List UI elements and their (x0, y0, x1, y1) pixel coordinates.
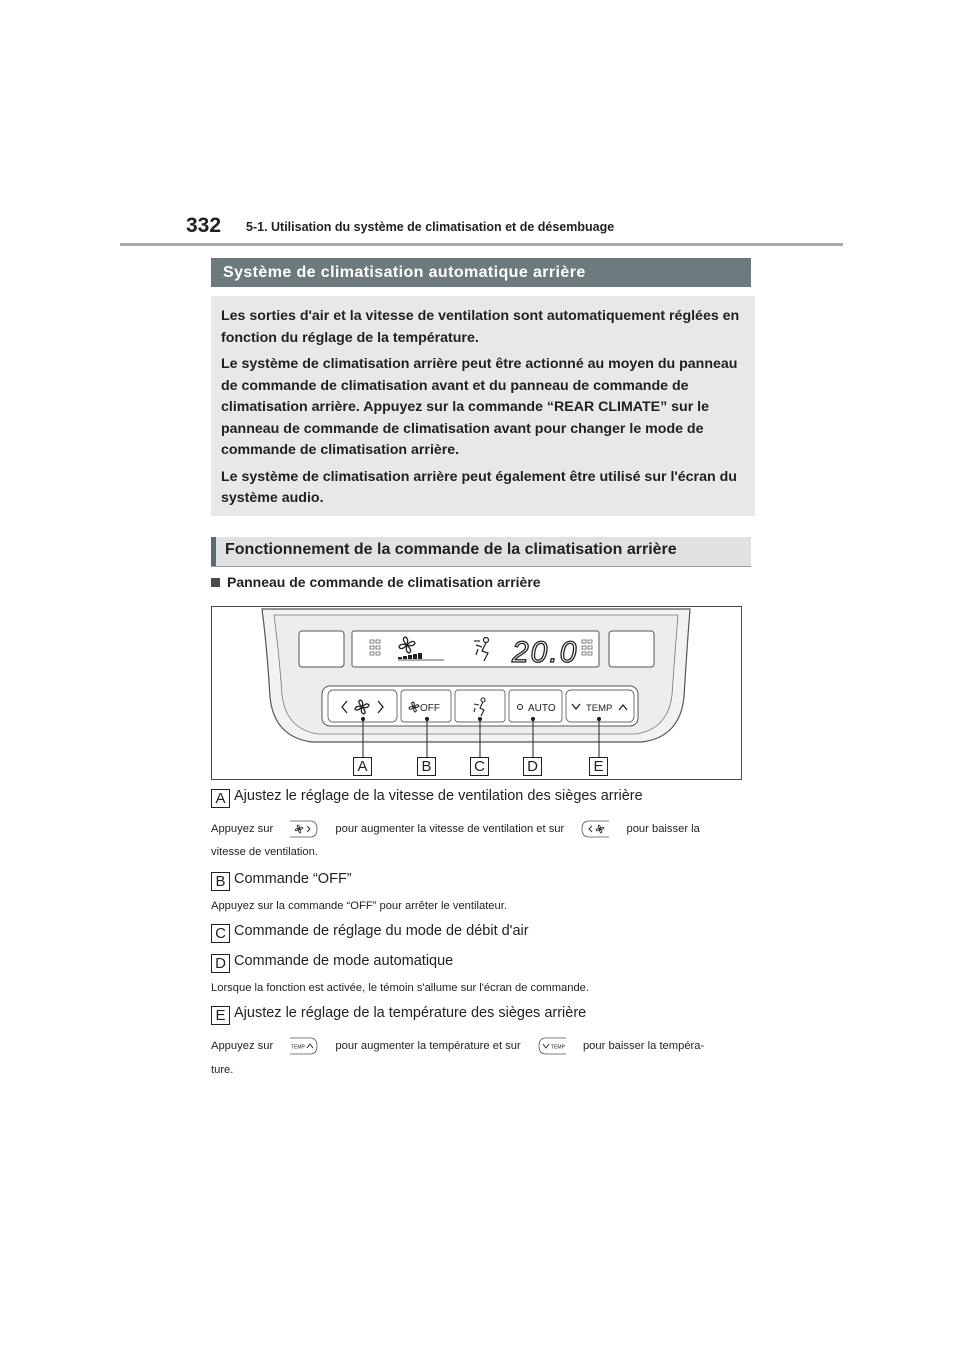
section-title-rear-auto-climate: Système de climatisation automatique arrière (211, 258, 751, 287)
desc-text: Appuyez sur (211, 1039, 274, 1052)
callout-label-a: A (353, 757, 372, 776)
info-box (211, 296, 755, 516)
page-number: 332 (186, 214, 222, 237)
item-label-a: A (211, 789, 230, 808)
item-title: Ajustez le réglage de la vitesse de ventilation des sièges arrière (234, 788, 643, 804)
temp-down-button-icon (538, 1037, 566, 1055)
fan-up-button-icon (290, 820, 318, 838)
callout-label-b: B (417, 757, 436, 776)
control-panel-figure (211, 606, 742, 780)
item-a-description (211, 820, 700, 838)
item-d-description: Lorsque la fonction est activée, le témoin s'allume sur l'écran de commande. (211, 982, 590, 994)
item-b (211, 871, 352, 891)
auto-button-label: AUTO (528, 703, 556, 714)
control-panel-illustration (212, 607, 741, 779)
fan-down-button-icon (581, 820, 609, 838)
callout-label-e: E (589, 757, 608, 776)
header-rule (120, 243, 843, 246)
desc-text: pour augmenter la température et sur (335, 1039, 521, 1052)
item-label-d: D (211, 954, 230, 973)
desc-text: pour baisser la tempéra- (582, 1039, 705, 1052)
item-label-b: B (211, 872, 230, 891)
item-a (211, 788, 643, 808)
item-a-description-line2: vitesse de ventilation. (211, 846, 318, 858)
item-c (211, 923, 529, 943)
item-title: Commande de mode automatique (234, 953, 454, 969)
mini-temp-label: TEMP (550, 1044, 565, 1051)
temp-button-label: TEMP (586, 703, 613, 714)
info-paragraph: Le système de climatisation arrière peut être actionné au moyen du panneau de commande de climatisation avant et du panneau de commande de climatisation arrière. Appuyez sur la commande “REAR CLIMATE” sur le panneau de commande de climatisation avant pour changer le mode de commande de climatisation arrière. (221, 356, 738, 458)
item-title: Ajustez le réglage de la température des sièges arrière (234, 1005, 587, 1021)
item-title: Commande “OFF” (234, 871, 352, 887)
section-title-operation: Fonctionnement de la commande de la climatisation arrière (211, 537, 751, 566)
section-rule (211, 566, 751, 567)
item-e-description-line2: ture. (211, 1064, 234, 1076)
callout-label-c: C (470, 757, 489, 776)
desc-text: pour baisser la (626, 822, 700, 835)
display-temperature: 20.0 (512, 636, 579, 669)
subheading (211, 574, 541, 590)
subheading-text: Panneau de commande de climatisation arrière (227, 574, 541, 590)
item-e-description (211, 1037, 704, 1055)
item-b-description: Appuyez sur la commande “OFF” pour arrêter le ventilateur. (211, 900, 507, 912)
info-paragraph: Le système de climatisation arrière peut également être utilisé sur l'écran du système audio. (221, 468, 737, 506)
square-bullet-icon (211, 578, 220, 587)
off-button-label: OFF (420, 703, 440, 714)
item-label-c: C (211, 924, 230, 943)
desc-text: pour augmenter la vitesse de ventilation et sur (335, 822, 565, 835)
item-d (211, 953, 453, 973)
item-title: Commande de réglage du mode de débit d'air (234, 923, 529, 939)
item-e (211, 1005, 586, 1025)
item-label-e: E (211, 1006, 230, 1025)
section-header: 5-1. Utilisation du système de climatisation et de désembuage (246, 220, 615, 234)
callout-label-d: D (523, 757, 542, 776)
temp-up-button-icon (290, 1037, 318, 1055)
mini-temp-label: TEMP (291, 1044, 306, 1051)
desc-text: Appuyez sur (211, 822, 274, 835)
info-paragraph: Les sorties d'air et la vitesse de ventilation sont automatiquement réglées en fonction du réglage de la température. (221, 308, 740, 346)
